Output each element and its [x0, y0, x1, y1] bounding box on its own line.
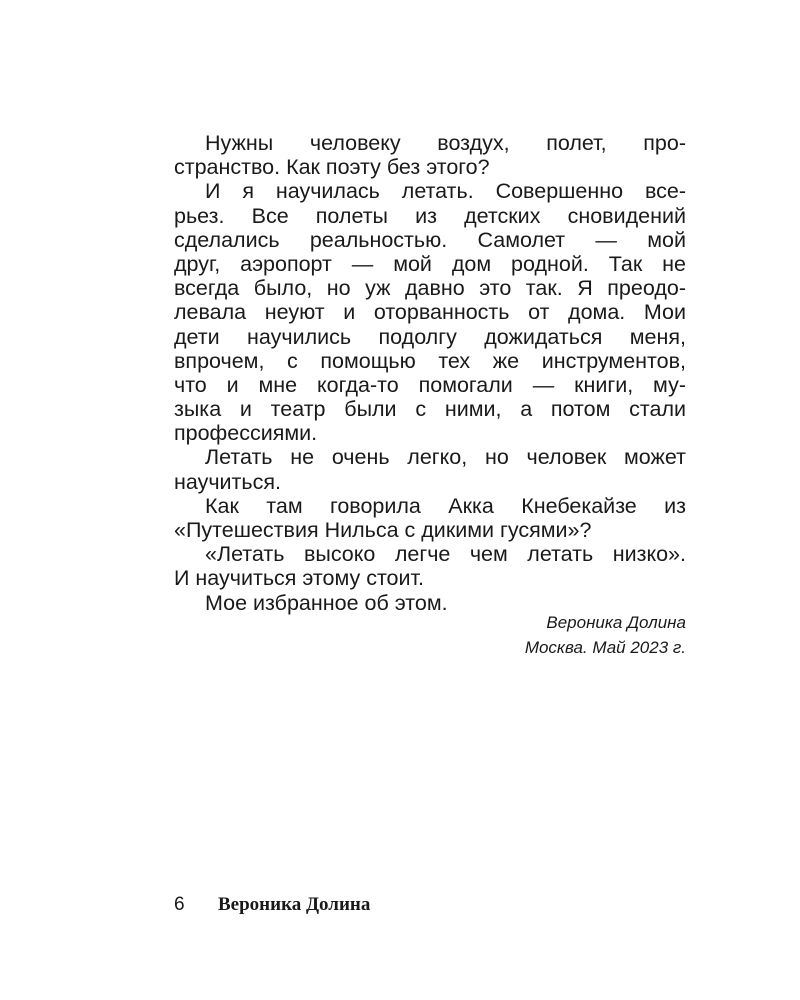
signature-block — [525, 610, 686, 660]
text-line: всегда было, но уж давно это так. Я преодо- — [174, 276, 686, 301]
signature-place-date: Москва. Май 2023 г. — [524, 638, 686, 657]
page-number: 6 — [174, 894, 185, 915]
text-line: друг, аэропорт — мой дом родной. Так не — [174, 251, 686, 276]
text-line: дети научились подолгу дожидаться меня, — [174, 324, 686, 349]
page-footer — [174, 894, 370, 916]
signature-author: Вероника Долина — [546, 613, 686, 632]
text-line: Мое избранное об этом. — [205, 590, 448, 615]
text-line: странство. Как поэту без этого? — [174, 155, 490, 180]
text-line: «Летать высоко легче чем летать низко». — [205, 542, 686, 567]
text-line: что и мне когда-то помогали — книги, му- — [174, 372, 686, 397]
text-line: «Путешествия Нильса с дикими гусями»? — [174, 518, 592, 542]
text-line: зыка и театр были с ними, а потом стали — [174, 397, 686, 422]
text-line: Как там говорила Акка Кнебекайзе из — [205, 493, 686, 518]
body-text — [174, 131, 686, 615]
text-line: научиться. — [174, 469, 281, 494]
text-line: профессиями. — [174, 421, 318, 446]
running-head: Вероника Долина — [218, 894, 371, 915]
text-line: И я научилась летать. Совершенно все- — [205, 179, 686, 204]
text-line: И научиться этому стоит. — [174, 566, 424, 591]
text-line: Нужны человеку воздух, полет, про- — [205, 131, 686, 155]
text-line: левала неуют и оторванность от дома. Мои — [174, 300, 686, 325]
text-line: сделались реальностью. Самолет — мой — [174, 227, 686, 252]
text-line: Летать не очень легко, но человек может — [205, 445, 686, 470]
text-line: впрочем, с помощью тех же инструментов, — [174, 348, 686, 373]
text-line: рьез. Все полеты из детских сновидений — [174, 203, 686, 228]
